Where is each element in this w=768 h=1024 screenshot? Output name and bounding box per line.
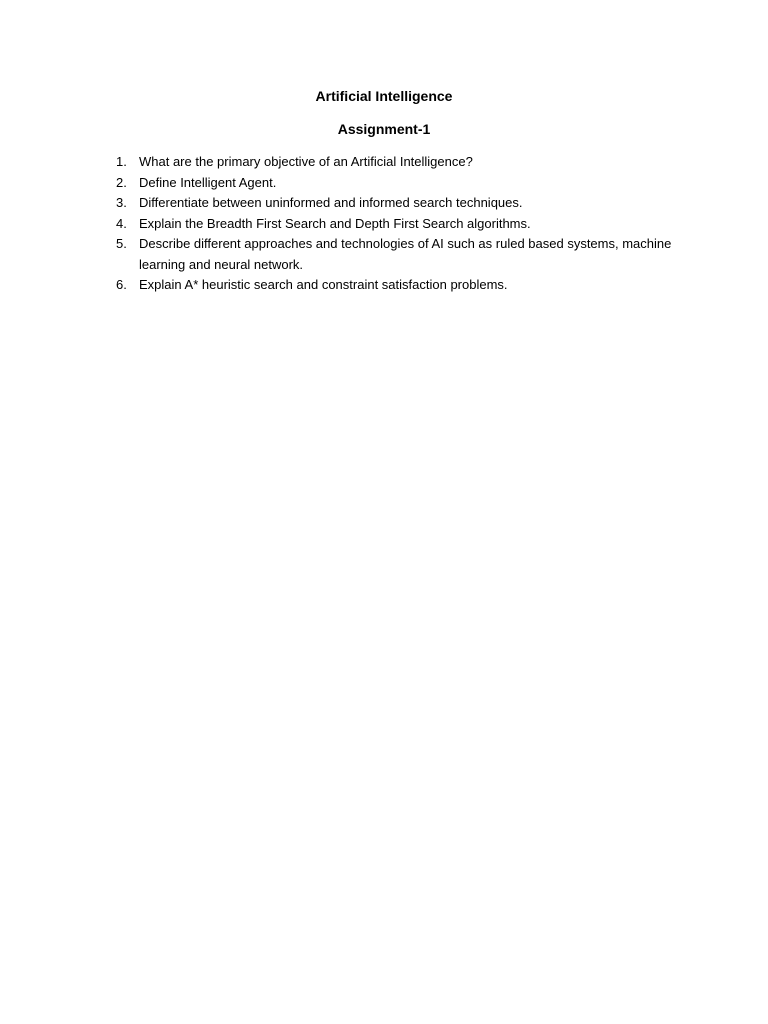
- question-number: 1.: [116, 154, 127, 169]
- list-item: [112, 152, 672, 173]
- list-item: [112, 193, 672, 214]
- question-number: 2.: [116, 174, 127, 190]
- question-number: 5.: [116, 236, 127, 251]
- question-text: Differentiate between uninformed and informed search techniques.: [139, 195, 523, 210]
- list-item: [112, 173, 672, 194]
- question-text: What are the primary objective of an Artificial Intelligence?: [139, 154, 473, 169]
- question-number: 3.: [116, 195, 127, 210]
- question-text: Define Intelligent Agent.: [139, 174, 277, 190]
- question-text: Explain A* heuristic search and constraint satisfaction problems.: [139, 277, 508, 292]
- question-number: 6.: [116, 277, 127, 292]
- list-item: [112, 214, 672, 235]
- question-number: 4.: [116, 215, 127, 231]
- document-subtitle: Assignment-1: [337, 121, 431, 137]
- question-text: Explain the Breadth First Search and Depth First Search algorithms.: [139, 215, 531, 231]
- document-title: Artificial Intelligence: [315, 88, 453, 104]
- question-text: Describe different approaches and technologies of AI such as ruled based systems, machine learning and neural network.: [139, 236, 672, 272]
- question-list: [112, 152, 672, 296]
- list-item: [112, 234, 672, 275]
- list-item: [112, 275, 672, 296]
